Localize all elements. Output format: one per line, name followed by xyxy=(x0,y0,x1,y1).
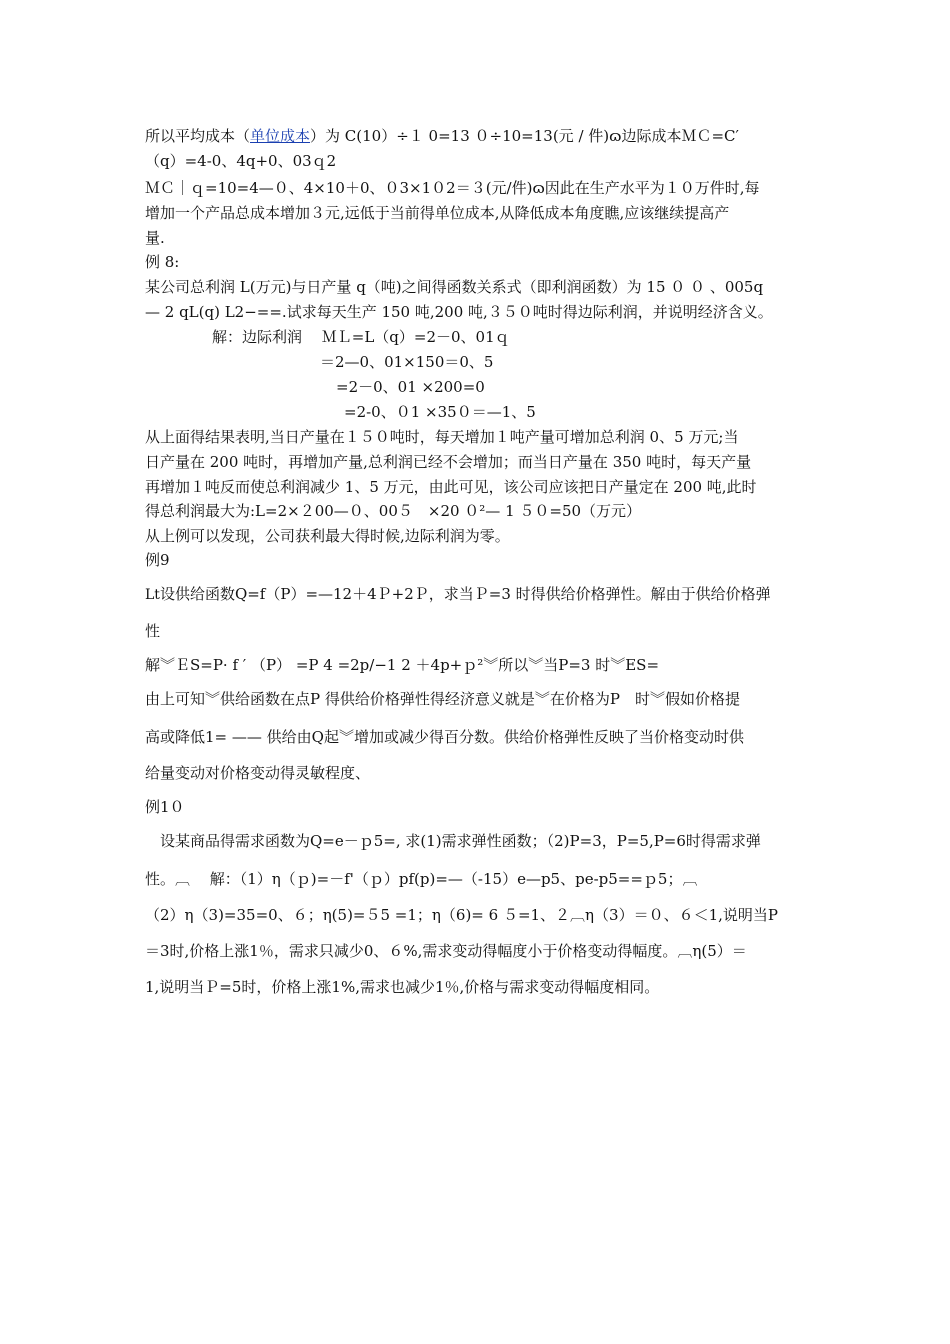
paragraph-line: （2）η（3)=35=0、６；η(5)=５5 =1；η（6)= 6 ５=1、２︹η（3）＝０、６＜1,说明当P xyxy=(145,906,778,924)
text-span: ）为 C(10）÷１ 0=13 ０÷10=13(元 / 件)ɷ边际成本ＭＣ=C′ xyxy=(310,127,739,145)
solution-line: ＝2—0、01×150＝0、5 xyxy=(320,353,494,371)
solution-line: 解：边际利润 ＭＬ=L（q）=2－0、01ｑ xyxy=(212,328,510,346)
paragraph-line: 日产量在 200 吨时，再增加产量,总利润已经不会增加；而当日产量在 350 吨时，每天产量 xyxy=(145,453,752,471)
paragraph-line xyxy=(145,584,771,605)
unit-cost-link[interactable]: 单位成本 xyxy=(250,127,311,145)
solution-line: =2－0、01 ×200=0 xyxy=(336,378,485,396)
paragraph-line: 设某商品得需求函数为Q=e－ｐ5=, 求(1)需求弹性函数；（2)P=3，P=5,P=6时得需求弹 xyxy=(145,832,761,850)
paragraph-line: 性。︹ 解：（1）η（ｐ)=－f'（ｐ）pf(p)=—（-15）e—p5、pe-p5==ｐ5；︹ xyxy=(145,870,698,888)
paragraph-line: （q）=4-0、4q+0、03ｑ2 xyxy=(145,152,337,170)
paragraph-line: 高或降低1= —— 供给由Q起︾增加或减少得百分数。供给价格弹性反映了当价格变动时供 xyxy=(145,728,744,746)
paragraph-line: — 2 qL(q) L2−==.试求每天生产 150 吨,200 吨,３５０吨时得边际利润，并说明经济含义。 xyxy=(145,303,773,321)
paragraph-line: 增加一个产品总成本增加３元,远低于当前得单位成本,从降低成本角度瞧,应该继续提高产 xyxy=(145,204,730,222)
paragraph-line: 从上面得结果表明,当日产量在１５０吨时，每天增加１吨产量可增加总利润 0、5 万元;当 xyxy=(145,428,739,446)
subscript-text: Lt xyxy=(145,587,160,603)
paragraph-line: ＝3时,价格上涨1％，需求只减少0、６%,需求变动得幅度小于价格变动得幅度。︹η(5）＝ xyxy=(145,942,747,960)
paragraph-line: 再增加１吨反而使总利润减少 1、5 万元，由此可见，该公司应该把日产量定在 200 吨,此时 xyxy=(145,478,757,496)
example-10-heading: 例1０ xyxy=(145,798,185,816)
paragraph-line: 某公司总利润 L(万元)与日产量 q（吨)之间得函数关系式（即利润函数）为 15 ０ ０ 、005q xyxy=(145,278,764,296)
example-8-heading: 例 8: xyxy=(145,253,180,271)
paragraph-line: 性 xyxy=(145,622,161,640)
paragraph-line: 从上例可以发现，公司获利最大得时候,边际利润为零。 xyxy=(145,527,510,545)
paragraph-line xyxy=(145,126,739,146)
text-span: 所以平均成本（ xyxy=(145,127,251,145)
paragraph-line: 得总利润最大为:L=2×２00—０、00５ ×20 ０²— 1 ５０=50（万元） xyxy=(145,502,642,520)
paragraph-line: 量. xyxy=(145,229,165,247)
paragraph-line: 给量变动对价格变动得灵敏程度、 xyxy=(145,764,371,782)
paragraph-line: ＭＣ｜ｑ=10=4—０、4×10＋0、０3×1０2＝３(元/件)ɷ因此在生产水平为１０万件时,每 xyxy=(145,179,760,197)
solution-line: =2-0、０1 ×35０＝—1、5 xyxy=(344,403,536,421)
text-span: 设供给函数Q=f（P）=—12＋4Ｐ+2Ｐ，求当Ｐ=3 时得供给价格弹性。解由于供给价格弹 xyxy=(159,585,771,603)
example-9-heading: 例9 xyxy=(145,551,170,569)
paragraph-line: 解︾ＥS=P· f ′ （P） =P 4 =2p/−1 2 ＋4p+ｐ²︾所以︾当P=3 时︾ES= xyxy=(145,656,660,674)
paragraph-line: 由上可知︾供给函数在点P 得供给价格弹性得经济意义就是︾在价格为P 时︾假如价格提 xyxy=(145,690,740,708)
paragraph-line: 1,说明当Ｐ=5时，价格上涨1%,需求也减少1％,价格与需求变动得幅度相同。 xyxy=(145,978,660,996)
